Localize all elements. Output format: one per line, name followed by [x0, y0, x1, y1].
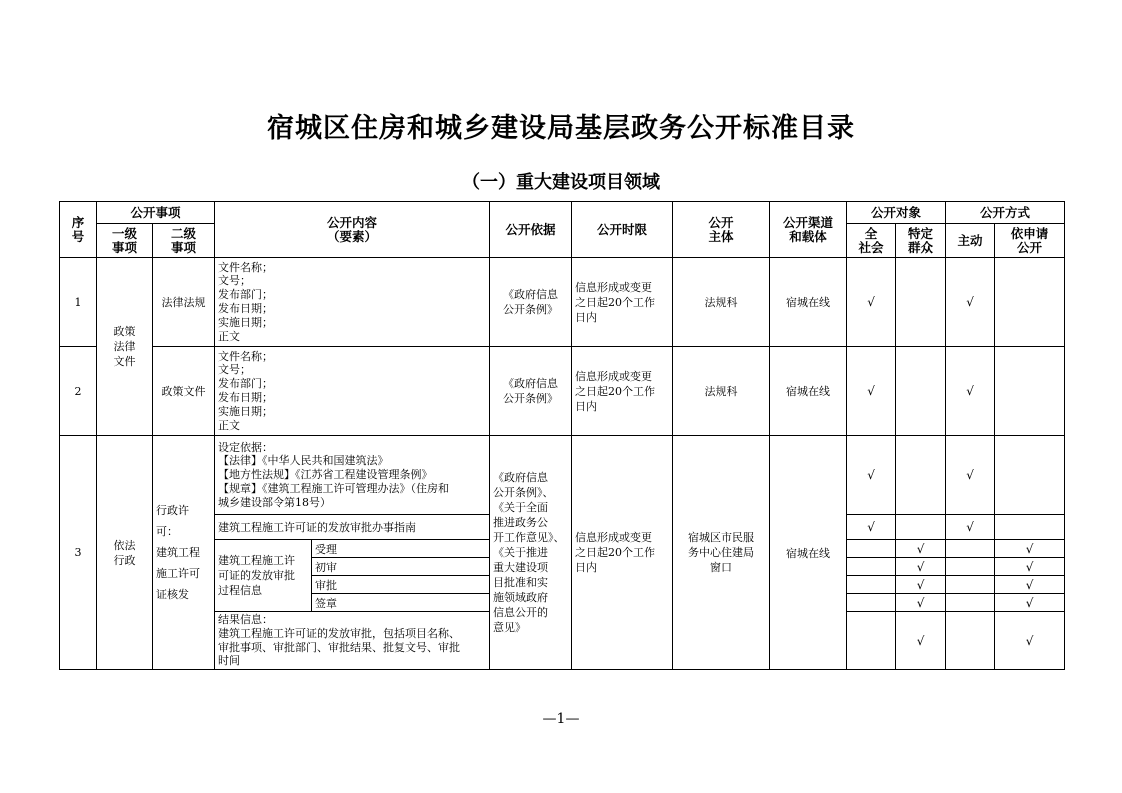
- header-audience-group: 公开对象: [847, 202, 946, 224]
- header-method-active: 主动: [946, 224, 995, 258]
- header-channel: 公开渠道 和载体: [770, 202, 847, 258]
- check-mark: √: [995, 540, 1065, 558]
- empty-cell: [946, 558, 995, 576]
- header-subject: 公开 主体: [673, 202, 770, 258]
- check-mark: √: [995, 594, 1065, 612]
- check-mark: √: [847, 515, 896, 540]
- check-mark: √: [995, 576, 1065, 594]
- process-step: 审批: [312, 576, 490, 594]
- empty-cell: [847, 594, 896, 612]
- empty-cell: [896, 436, 946, 515]
- process-step: 受理: [312, 540, 490, 558]
- row-subject: 法规科: [673, 347, 770, 436]
- row-basis: 《政府信息 公开条例》: [490, 258, 572, 347]
- row-channel: 宿城在线: [770, 347, 847, 436]
- empty-cell: [847, 576, 896, 594]
- check-mark: √: [896, 576, 946, 594]
- row-content-guide: 建筑工程施工许可证的发放审批办事指南: [215, 515, 490, 540]
- row-level2: 政策文件: [153, 347, 215, 436]
- check-mark: √: [847, 258, 896, 347]
- check-mark: √: [995, 612, 1065, 670]
- empty-cell: [946, 576, 995, 594]
- check-mark: √: [946, 436, 995, 515]
- empty-cell: [946, 540, 995, 558]
- header-row-1: [60, 202, 1065, 224]
- header-level2: 二级 事项: [153, 224, 215, 258]
- table-row: [60, 347, 1065, 436]
- row-basis: 《政府信息 公开条例》: [490, 347, 572, 436]
- process-step: 初审: [312, 558, 490, 576]
- header-seq: 序 号: [60, 202, 97, 258]
- empty-cell: [946, 594, 995, 612]
- page-title: 宿城区住房和城乡建设局基层政务公开标准目录: [267, 113, 855, 144]
- row-level1: 政策 法律 文件: [97, 258, 153, 436]
- empty-cell: [847, 558, 896, 576]
- empty-cell: [896, 258, 946, 347]
- row-subject: 法规科: [673, 258, 770, 347]
- row-seq: 2: [60, 347, 97, 436]
- row-level2: 法律法规: [153, 258, 215, 347]
- empty-cell: [946, 612, 995, 670]
- row-content-basis: 设定依据： 【法律】《中华人民共和国建筑法》 【地方性法规】《江苏省工程建设管理条例》 【规章】《建筑工程施工许可管理办法》（住房和 城乡建设部令第18号）: [215, 436, 490, 515]
- row-level1: 依法 行政: [97, 436, 153, 670]
- empty-cell: [995, 347, 1065, 436]
- row-time-limit: 信息形成或变更 之日起20个工作 日内: [572, 347, 673, 436]
- catalog-table: [59, 201, 1065, 670]
- check-mark: √: [946, 347, 995, 436]
- check-mark: √: [946, 258, 995, 347]
- row-content: 文件名称； 文号； 发布部门； 发布日期； 实施日期； 正文: [215, 347, 490, 436]
- header-method-group: 公开方式: [946, 202, 1065, 224]
- row-subject: 宿城区市民服 务中心住建局 窗口: [673, 436, 770, 670]
- check-mark: √: [896, 594, 946, 612]
- header-method-request: 依申请 公开: [995, 224, 1065, 258]
- check-mark: √: [896, 612, 946, 670]
- check-mark: √: [896, 540, 946, 558]
- header-content: 公开内容 （要素）: [215, 202, 490, 258]
- empty-cell: [896, 515, 946, 540]
- row-level2: 行政许 可： 建筑工程 施工许可 证核发: [153, 436, 215, 670]
- header-basis: 公开依据: [490, 202, 572, 258]
- page-number: —1—: [542, 711, 580, 727]
- empty-cell: [995, 515, 1065, 540]
- empty-cell: [896, 347, 946, 436]
- check-mark: √: [847, 347, 896, 436]
- row-seq: 3: [60, 436, 97, 670]
- header-audience-all: 全 社会: [847, 224, 896, 258]
- empty-cell: [995, 436, 1065, 515]
- check-mark: √: [995, 558, 1065, 576]
- check-mark: √: [847, 436, 896, 515]
- row-channel: 宿城在线: [770, 258, 847, 347]
- header-level1: 一级 事项: [97, 224, 153, 258]
- header-audience-specific: 特定 群众: [896, 224, 946, 258]
- empty-cell: [847, 612, 896, 670]
- empty-cell: [847, 540, 896, 558]
- table-row: [60, 258, 1065, 347]
- table-row: [60, 436, 1065, 515]
- process-step: 签章: [312, 594, 490, 612]
- row-content: 文件名称； 文号； 发布部门； 发布日期； 实施日期； 正文: [215, 258, 490, 347]
- row-channel: 宿城在线: [770, 436, 847, 670]
- row-content-process-label: 建筑工程施工许 可证的发放审批 过程信息: [215, 540, 312, 612]
- row-time-limit: 信息形成或变更 之日起20个工作 日内: [572, 258, 673, 347]
- empty-cell: [995, 258, 1065, 347]
- row-time-limit: 信息形成或变更 之日起20个工作 日内: [572, 436, 673, 670]
- check-mark: √: [946, 515, 995, 540]
- row-seq: 1: [60, 258, 97, 347]
- header-time-limit: 公开时限: [572, 202, 673, 258]
- header-item-group: 公开事项: [97, 202, 215, 224]
- section-subtitle: （一）重大建设项目领域: [462, 172, 660, 193]
- check-mark: √: [896, 558, 946, 576]
- row-content-result: 结果信息： 建筑工程施工许可证的发放审批，包括项目名称、 审批事项、审批部门、审批结果、批复文号、审批 时间: [215, 612, 490, 670]
- row-basis: 《政府信息 公开条例》、 《关于全面 推进政务公 开工作意见》、 《关于推进 重大建设项 目批准和实 施领域政府 信息公开的 意见》: [490, 436, 572, 670]
